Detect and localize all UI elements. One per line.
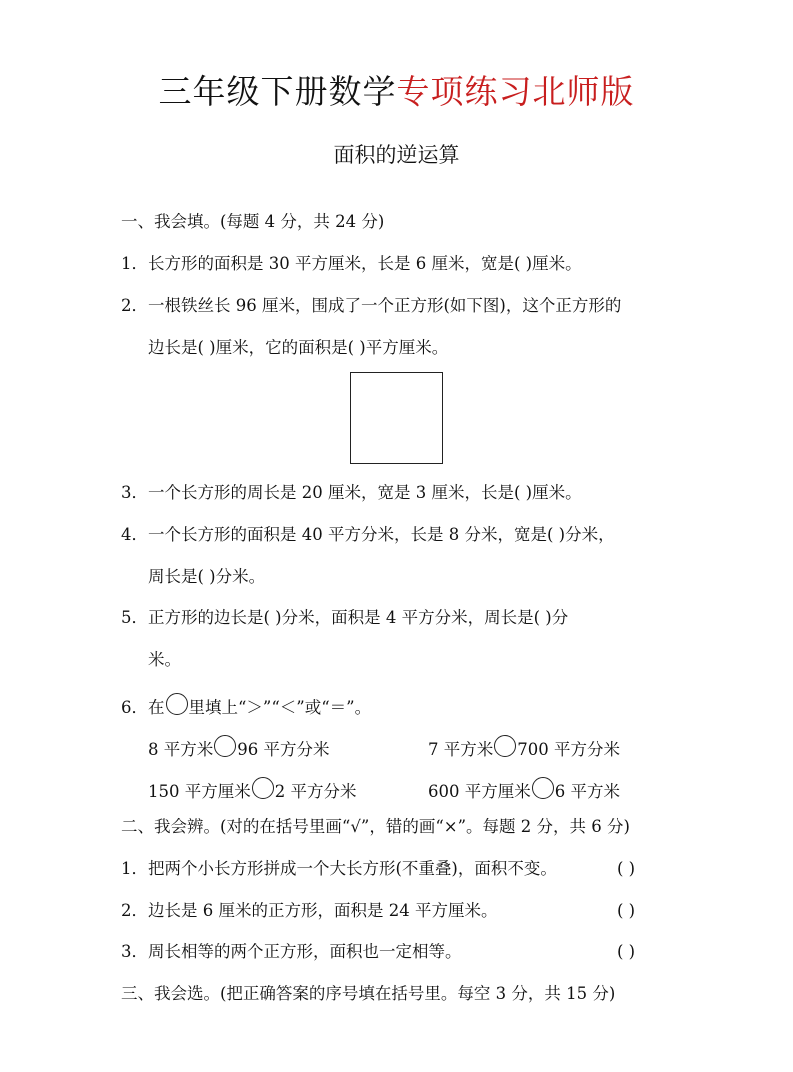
judge-paren-3[interactable]: ( ) xyxy=(617,942,636,961)
question-1-5-line1: 5．正方形的边长是( )分米，面积是 4 平方分米，周长是( )分 xyxy=(121,608,569,627)
page-subtitle: 面积的逆运算 xyxy=(333,143,460,167)
page-title xyxy=(0,66,793,113)
compare-right: 96 平方分米 xyxy=(237,740,330,759)
question-1-2-line1: 2．一根铁丝长 96 厘米，围成了一个正方形(如下图)，这个正方形的 xyxy=(121,296,622,315)
question-1-4-line1: 4．一个长方形的面积是 40 平方分米，长是 8 分米，宽是( )分米， xyxy=(121,525,615,544)
square-figure xyxy=(350,372,443,464)
question-1-2-line2: 边长是( )厘米，它的面积是( )平方厘米。 xyxy=(148,338,449,357)
judge-item-3: 3．周长相等的两个正方形，面积也一定相等。 xyxy=(121,942,462,961)
compare-circle-icon[interactable] xyxy=(252,777,274,799)
question-1-4-line2: 周长是( )分米。 xyxy=(148,567,266,586)
compare-right: 2 平方分米 xyxy=(274,782,357,801)
compare-left: 600 平方厘米 xyxy=(428,782,531,801)
compare-circle-icon[interactable] xyxy=(532,777,554,799)
section3-heading: 三、我会选。(把正确答案的序号填在括号里。每空 3 分，共 15 分) xyxy=(121,984,616,1003)
judge-paren-2[interactable]: ( ) xyxy=(617,901,636,920)
title-red: 专项练习北师版 xyxy=(396,72,635,111)
compare-item xyxy=(428,735,620,761)
compare-left: 8 平方米 xyxy=(148,740,214,759)
q6-prefix: 6．在 xyxy=(121,698,165,717)
judge-item-2: 2．边长是 6 厘米的正方形，面积是 24 平方厘米。 xyxy=(121,901,498,920)
q6-suffix: 里填上“＞”“＜”或“＝”。 xyxy=(188,698,372,717)
title-black: 三年级下册数学 xyxy=(158,72,397,111)
question-1-3: 3．一个长方形的周长是 20 厘米，宽是 3 厘米，长是( )厘米。 xyxy=(121,483,582,502)
circle-blank-icon xyxy=(166,693,188,715)
compare-item xyxy=(148,777,357,803)
compare-left: 7 平方米 xyxy=(428,740,494,759)
compare-item xyxy=(428,777,620,803)
section2-heading: 二、我会辨。(对的在括号里画“√”，错的画“×”。每题 2 分，共 6 分) xyxy=(121,817,630,836)
compare-right: 700 平方分米 xyxy=(517,740,620,759)
judge-item-1: 1．把两个小长方形拼成一个大长方形(不重叠)，面积不变。 xyxy=(121,859,557,878)
compare-circle-icon[interactable] xyxy=(494,735,516,757)
section1-heading: 一、我会填。(每题 4 分，共 24 分) xyxy=(121,212,385,231)
question-1-1: 1．长方形的面积是 30 平方厘米，长是 6 厘米，宽是( )厘米。 xyxy=(121,254,582,273)
compare-left: 150 平方厘米 xyxy=(148,782,251,801)
compare-item xyxy=(148,735,330,761)
question-1-6 xyxy=(121,693,371,719)
question-1-5-line2: 米。 xyxy=(148,650,181,669)
judge-paren-1[interactable]: ( ) xyxy=(617,859,636,878)
compare-circle-icon[interactable] xyxy=(214,735,236,757)
compare-right: 6 平方米 xyxy=(554,782,620,801)
